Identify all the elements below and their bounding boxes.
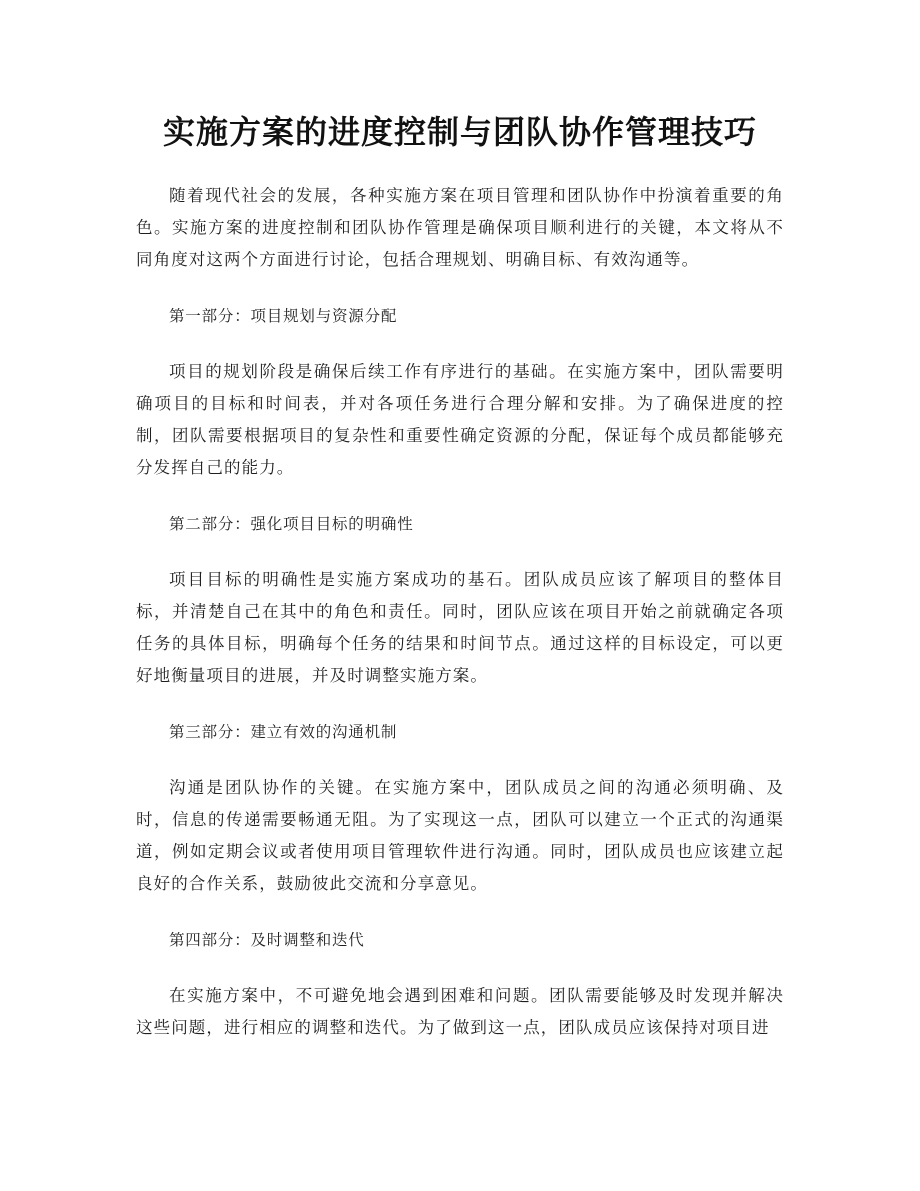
section-paragraph-1: 项目的规划阶段是确保后续工作有序进行的基础。在实施方案中，团队需要明确项目的目标和时间表，并对各项任务进行合理分解和安排。为了确保进度的控制，团队需要根据项目的复杂性和重要性确定资源的分配，保证每个成员都能够充分发挥自己的能力。 [136,362,784,477]
section-heading-4: 第四部分：及时调整和迭代 [169,931,365,949]
section-heading-2: 第二部分：强化项目目标的明确性 [169,515,414,533]
page-title: 实施方案的进度控制与团队协作管理技巧 [162,113,757,151]
section-paragraph-4: 在实施方案中，不可避免地会遇到困难和问题。团队需要能够及时发现并解决这些问题，进行相应的调整和迭代。为了做到这一点，团队成员应该保持对项目进 [136,986,784,1037]
document-body [136,180,784,1068]
section-heading-3: 第三部分：建立有效的沟通机制 [169,723,398,741]
section-heading-1: 第一部分：项目规划与资源分配 [169,307,398,325]
intro-paragraph: 随着现代社会的发展，各种实施方案在项目管理和团队协作中扮演着重要的角色。实施方案的进度控制和团队协作管理是确保项目顺利进行的关键，本文将从不同角度对这两个方面进行讨论，包括合理规划、明确目标、有效沟通等。 [136,186,784,269]
section-paragraph-3: 沟通是团队协作的关键。在实施方案中，团队成员之间的沟通必须明确、及时，信息的传递需要畅通无阻。为了实现这一点，团队可以建立一个正式的沟通渠道，例如定期会议或者使用项目管理软件进行沟通。同时，团队成员也应该建立起良好的合作关系，鼓励彼此交流和分享意见。 [136,778,784,893]
section-paragraph-2: 项目目标的明确性是实施方案成功的基石。团队成员应该了解项目的整体目标，并清楚自己在其中的角色和责任。同时，团队应该在项目开始之前就确定各项任务的具体目标，明确每个任务的结果和时间节点。通过这样的目标设定，可以更好地衡量项目的进展，并及时调整实施方案。 [136,570,784,685]
